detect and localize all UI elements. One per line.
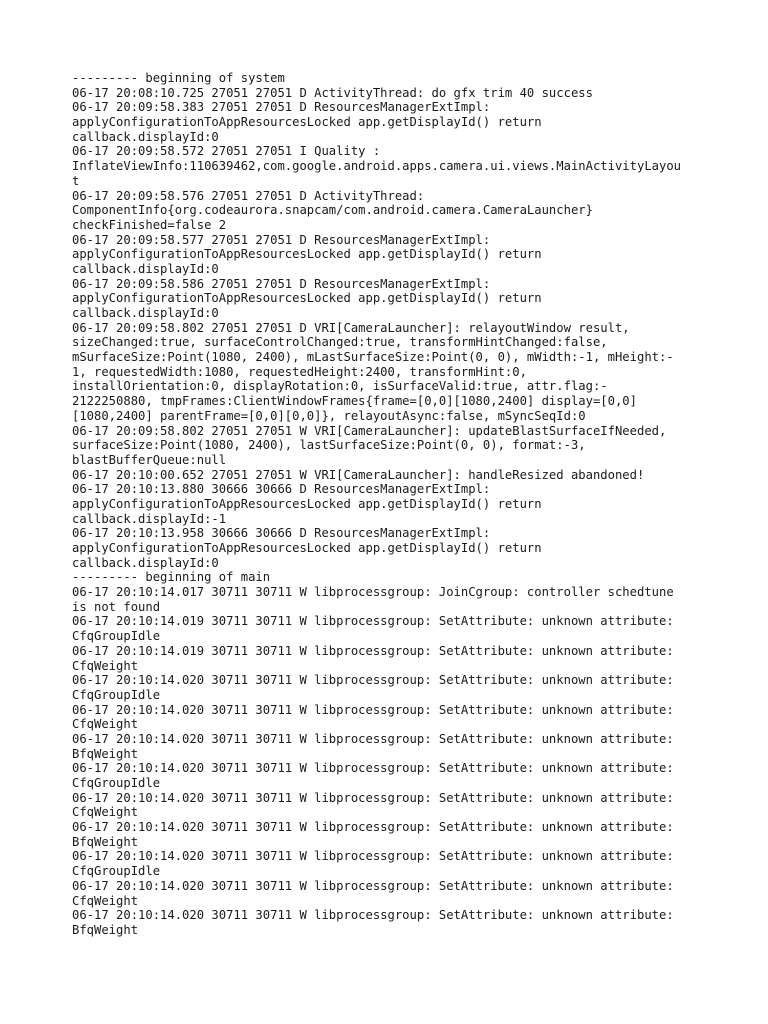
log-line: BfqWeight	[72, 834, 139, 849]
log-output	[72, 71, 700, 938]
log-line: 06-17 20:10:14.020 30711 30711 W libprocessgroup: SetAttribute: unknown attribute:	[72, 702, 674, 717]
log-line: 06-17 20:10:13.880 30666 30666 D ResourcesManagerExtImpl:	[72, 482, 491, 497]
log-line: CfqGroupIdle	[72, 864, 161, 879]
log-line: 06-17 20:09:58.802 27051 27051 W VRI[CameraLauncher]: updateBlastSurfaceIfNeeded,	[72, 423, 667, 438]
log-line: mSurfaceSize:Point(1080, 2400), mLastSurfaceSize:Point(0, 0), mWidth:-1, mHeight:-	[72, 350, 674, 365]
log-line: 06-17 20:10:14.019 30711 30711 W libprocessgroup: SetAttribute: unknown attribute:	[72, 614, 674, 629]
log-line: ComponentInfo{org.codeaurora.snapcam/com.android.camera.CameraLauncher}	[72, 203, 593, 218]
log-line: 06-17 20:09:58.586 27051 27051 D ResourcesManagerExtImpl:	[72, 276, 491, 291]
log-line: CfqWeight	[72, 658, 139, 673]
log-line: is not found	[72, 599, 161, 614]
log-line: CfqGroupIdle	[72, 776, 161, 790]
log-line: applyConfigurationToAppResourcesLocked app.getDisplayId() return	[72, 496, 542, 511]
log-line: 06-17 20:10:00.652 27051 27051 W VRI[CameraLauncher]: handleResized abandoned!	[72, 467, 645, 482]
log-line: 06-17 20:10:13.958 30666 30666 D ResourcesManagerExtImpl:	[72, 526, 491, 541]
log-line: surfaceSize:Point(1080, 2400), lastSurfaceSize:Point(0, 0), format:-3,	[72, 438, 586, 453]
log-line: 06-17 20:10:14.017 30711 30711 W libprocessgroup: JoinCgroup: controller schedtune	[72, 585, 674, 600]
log-line: 06-17 20:10:14.020 30711 30711 W libprocessgroup: SetAttribute: unknown attribute:	[72, 673, 674, 688]
log-line: 06-17 20:10:14.020 30711 30711 W libprocessgroup: SetAttribute: unknown attribute:	[72, 878, 674, 893]
log-line: applyConfigurationToAppResourcesLocked app.getDisplayId() return	[72, 541, 542, 555]
log-line: CfqWeight	[72, 717, 139, 732]
log-line: checkFinished=false 2	[72, 217, 227, 232]
log-line: 06-17 20:09:58.383 27051 27051 D ResourcesManagerExtImpl:	[72, 100, 491, 115]
log-line: applyConfigurationToAppResourcesLocked app.getDisplayId() return	[72, 291, 542, 306]
log-line: --------- beginning of main	[72, 570, 271, 585]
log-line: --------- beginning of system	[72, 71, 285, 85]
log-line: [1080,2400] parentFrame=[0,0][0,0]}, relayoutAsync:false, mSyncSeqId:0	[72, 408, 586, 423]
log-line: blastBufferQueue:null	[72, 452, 227, 467]
log-line: callback.displayId:-1	[72, 511, 227, 526]
log-line: sizeChanged:true, surfaceControlChanged:true, transformHintChanged:false,	[72, 335, 608, 350]
log-line: 06-17 20:09:58.577 27051 27051 D ResourcesManagerExtImpl:	[72, 232, 491, 247]
log-line: CfqWeight	[72, 805, 139, 820]
log-line: 06-17 20:09:58.802 27051 27051 D VRI[CameraLauncher]: relayoutWindow result,	[72, 320, 630, 335]
log-line: 2122250880, tmpFrames:ClientWindowFrames{frame=[0,0][1080,2400] display=[0,0]	[72, 394, 637, 409]
log-line: 1, requestedWidth:1080, requestedHeight:2400, transformHint:0,	[72, 364, 527, 379]
log-line: applyConfigurationToAppResourcesLocked app.getDisplayId() return	[72, 115, 542, 130]
log-line: callback.displayId:0	[72, 555, 219, 570]
log-line: 06-17 20:10:14.019 30711 30711 W libprocessgroup: SetAttribute: unknown attribute:	[72, 643, 674, 658]
log-line: 06-17 20:10:14.020 30711 30711 W libprocessgroup: SetAttribute: unknown attribute:	[72, 849, 674, 864]
log-line: applyConfigurationToAppResourcesLocked app.getDisplayId() return	[72, 247, 542, 262]
log-line: 06-17 20:10:14.020 30711 30711 W libprocessgroup: SetAttribute: unknown attribute:	[72, 790, 674, 805]
log-line: 06-17 20:08:10.725 27051 27051 D ActivityThread: do gfx trim 40 success	[72, 85, 593, 100]
log-line: BfqWeight	[72, 922, 139, 937]
log-line: callback.displayId:0	[72, 261, 219, 276]
log-line: BfqWeight	[72, 746, 139, 761]
log-line: 06-17 20:10:14.020 30711 30711 W libprocessgroup: SetAttribute: unknown attribute:	[72, 820, 674, 835]
log-line: 06-17 20:09:58.572 27051 27051 I Quality :	[72, 144, 381, 159]
log-line: 06-17 20:10:14.020 30711 30711 W libprocessgroup: SetAttribute: unknown attribute:	[72, 731, 674, 746]
log-line: InflateViewInfo:110639462,com.google.android.apps.camera.ui.views.MainActivityLayou	[72, 159, 682, 174]
log-line: callback.displayId:0	[72, 129, 219, 144]
log-line: callback.displayId:0	[72, 306, 219, 320]
log-line: CfqGroupIdle	[72, 687, 161, 702]
log-line: installOrientation:0, displayRotation:0, isSurfaceValid:true, attr.flag:-	[72, 379, 608, 394]
log-line: 06-17 20:09:58.576 27051 27051 D ActivityThread:	[72, 188, 425, 203]
log-line: 06-17 20:10:14.020 30711 30711 W libprocessgroup: SetAttribute: unknown attribute:	[72, 908, 674, 923]
log-line: 06-17 20:10:14.020 30711 30711 W libprocessgroup: SetAttribute: unknown attribute:	[72, 761, 674, 776]
log-line: CfqWeight	[72, 893, 139, 908]
log-line: t	[72, 173, 80, 188]
log-line: CfqGroupIdle	[72, 629, 161, 644]
